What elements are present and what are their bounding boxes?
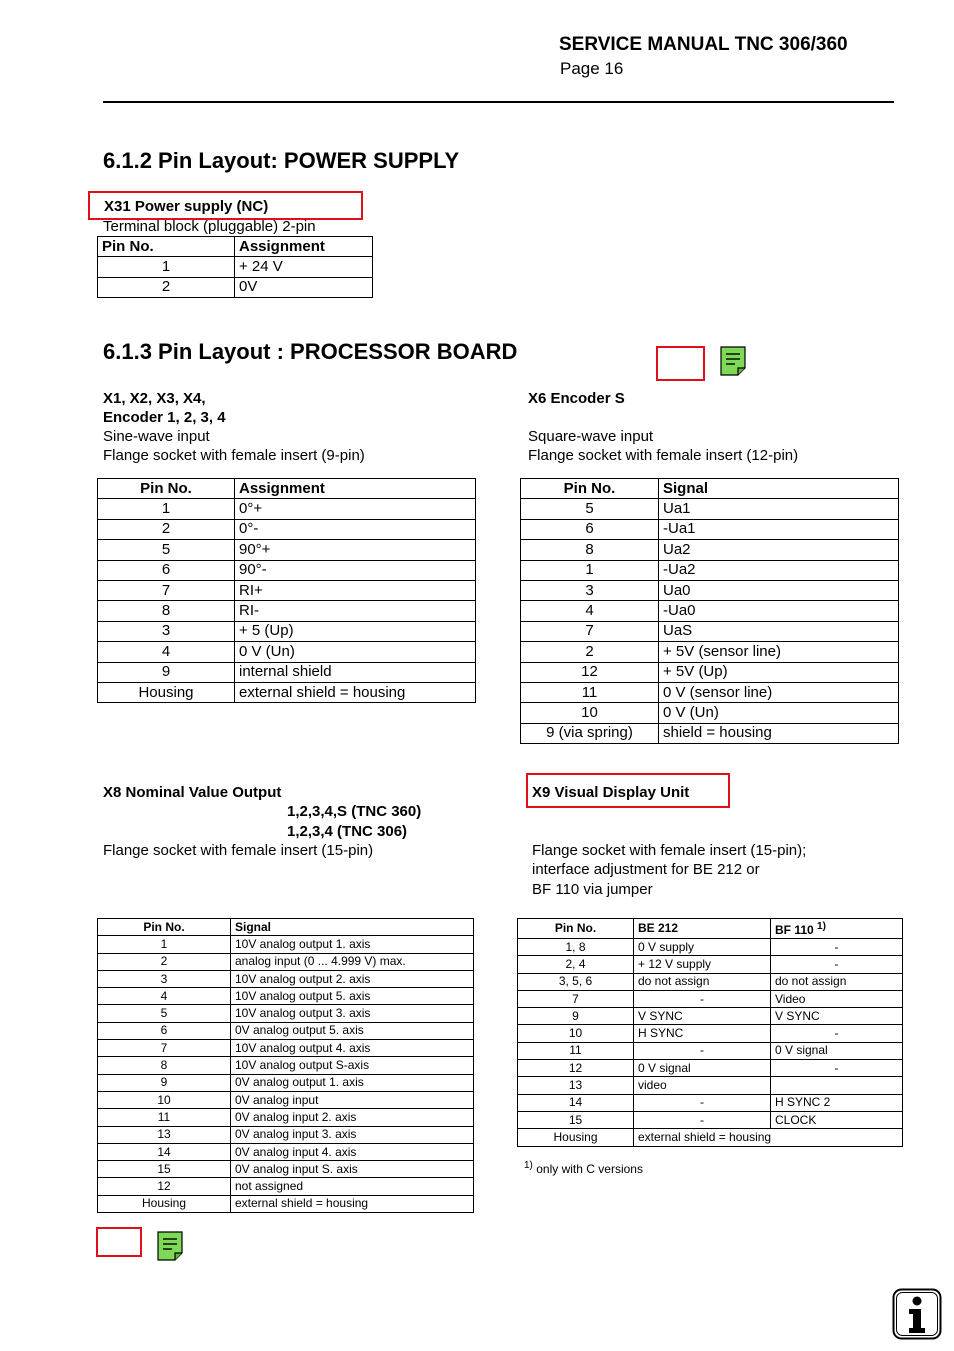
table-cell: 0 V supply [634, 939, 771, 956]
x8-label-tnc306: 1,2,3,4 (TNC 306) [287, 823, 408, 840]
table-cell: 1, 8 [518, 939, 634, 956]
note-icon[interactable] [157, 1231, 183, 1261]
manual-title: SERVICE MANUAL TNC 306/360 [559, 34, 848, 55]
table-cell: 2 [98, 953, 231, 970]
table-cell: 14 [518, 1094, 634, 1111]
note-icon[interactable] [720, 346, 746, 376]
table-row [518, 939, 903, 956]
table-cell: do not assign [634, 973, 771, 990]
table-cell: 0°- [235, 519, 476, 539]
table-row [518, 1094, 903, 1111]
table-row [98, 560, 476, 580]
table-cell: - [771, 956, 903, 973]
section-heading-power-supply: 6.1.2 Pin Layout: POWER SUPPLY [103, 148, 460, 173]
col-pin-no: Pin No. [98, 237, 235, 257]
table-cell: 12 [521, 662, 659, 682]
col-pin-no: Pin No. [98, 479, 235, 499]
x8-rows [98, 936, 474, 1213]
table-cell: 1 [98, 936, 231, 953]
table-cell: 6 [521, 519, 659, 539]
table-cell: 5 [98, 1005, 231, 1022]
table-cell: 7 [518, 990, 634, 1007]
table-row [518, 990, 903, 1007]
x6-desc-line2: Flange socket with female insert (12-pin) [528, 447, 799, 464]
table-cell: V SYNC [771, 1008, 903, 1025]
info-icon[interactable] [892, 1288, 942, 1340]
table-cell: 15 [98, 1161, 231, 1178]
table-row [98, 662, 476, 682]
col-be212: BE 212 [634, 919, 771, 939]
table-cell: - [771, 1025, 903, 1042]
x1-label-line2: Encoder 1, 2, 3, 4 [103, 409, 226, 426]
table-cell: 10 [98, 1091, 231, 1108]
table-row [521, 642, 899, 662]
x9-pin-table [517, 918, 903, 1147]
footnote-mark: 1) [524, 1160, 533, 1171]
table-row [98, 1109, 474, 1126]
table-row [98, 1091, 474, 1108]
x8-label: X8 Nominal Value Output [103, 784, 282, 801]
table-cell: Housing [98, 682, 235, 702]
table-row [98, 1022, 474, 1039]
col-assignment: Assignment [235, 479, 476, 499]
table-cell: - [771, 1060, 903, 1077]
table-cell: 0V analog input 2. axis [231, 1109, 474, 1126]
table-cell: 8 [521, 540, 659, 560]
footnote-text: only with C versions [536, 1162, 643, 1176]
table-row [521, 682, 899, 702]
table-cell: V SYNC [634, 1008, 771, 1025]
table-row [518, 1042, 903, 1059]
table-cell: 14 [98, 1143, 231, 1160]
table-cell: 8 [98, 1057, 231, 1074]
table-cell: 13 [98, 1126, 231, 1143]
x9-desc-line3: BF 110 via jumper [532, 881, 653, 898]
table-row [518, 1077, 903, 1094]
table-cell: RI- [235, 601, 476, 621]
table-cell: 0V analog input S. axis [231, 1161, 474, 1178]
table-cell: + 12 V supply [634, 956, 771, 973]
table-row [521, 499, 899, 519]
table-cell: - [634, 1094, 771, 1111]
table-cell: 7 [521, 621, 659, 641]
table-cell: 12 [518, 1060, 634, 1077]
table-cell: 0 V signal [634, 1060, 771, 1077]
table-cell: 0 V (Un) [235, 642, 476, 662]
table-cell: 1 [98, 499, 235, 519]
table-row [98, 936, 474, 953]
table-cell: video [634, 1077, 771, 1094]
table-cell [771, 1077, 903, 1094]
table-cell: 2 [521, 642, 659, 662]
table-cell: 2 [98, 277, 235, 297]
x1-desc-line2: Flange socket with female insert (9-pin) [103, 447, 365, 464]
table-row [98, 499, 476, 519]
table-row [98, 953, 474, 970]
table-cell: internal shield [235, 662, 476, 682]
table-cell: -Ua0 [659, 601, 899, 621]
table-cell: 15 [518, 1111, 634, 1128]
table-row [521, 560, 899, 580]
x1-pin-table [97, 478, 476, 703]
table-cell: 7 [98, 580, 235, 600]
table-cell: RI+ [235, 580, 476, 600]
table-cell: 10 [521, 703, 659, 723]
table-cell: 0V [235, 277, 373, 297]
table-cell: Ua1 [659, 499, 899, 519]
table-cell: 90°+ [235, 540, 476, 560]
x9-label: X9 Visual Display Unit [532, 784, 690, 801]
table-cell: 0°+ [235, 499, 476, 519]
table-row [98, 257, 373, 277]
table-cell: do not assign [771, 973, 903, 990]
table-cell: + 24 V [235, 257, 373, 277]
x1-desc-line1: Sine-wave input [103, 428, 210, 445]
table-row [98, 519, 476, 539]
x6-label: X6 Encoder S [528, 390, 625, 407]
table-cell: Ua0 [659, 580, 899, 600]
table-cell: 0V analog input 3. axis [231, 1126, 474, 1143]
table-row [521, 540, 899, 560]
x1-rows [98, 499, 476, 703]
table-cell: external shield = housing [634, 1129, 903, 1146]
x9-rows [518, 939, 903, 1147]
page-number: Page 16 [560, 59, 624, 78]
table-cell: 1 [521, 560, 659, 580]
table-cell: 4 [521, 601, 659, 621]
table-row [98, 1005, 474, 1022]
x8-pin-table [97, 918, 474, 1213]
table-row [98, 970, 474, 987]
table-cell: 5 [98, 540, 235, 560]
table-row [98, 601, 476, 621]
table-cell: -Ua1 [659, 519, 899, 539]
x6-pin-table [520, 478, 899, 744]
x9-desc-line1: Flange socket with female insert (15-pin); [532, 842, 807, 859]
x6-rows [521, 499, 899, 744]
table-cell: not assigned [231, 1178, 474, 1195]
x31-label: X31 Power supply (NC) [104, 198, 269, 215]
table-row [98, 540, 476, 560]
table-cell: 0 V (sensor line) [659, 682, 899, 702]
table-cell: 3 [98, 970, 231, 987]
table-row [521, 662, 899, 682]
table-cell: 10V analog output 2. axis [231, 970, 474, 987]
table-cell: 0V analog input 4. axis [231, 1143, 474, 1160]
table-cell: 9 [518, 1008, 634, 1025]
table-cell: 2 [98, 519, 235, 539]
table-cell: 11 [98, 1109, 231, 1126]
table-cell: 4 [98, 642, 235, 662]
table-row [518, 1111, 903, 1128]
table-cell: + 5V (Up) [659, 662, 899, 682]
col-pin-no: Pin No. [518, 919, 634, 939]
table-cell: -Ua2 [659, 560, 899, 580]
x31-description: Terminal block (pluggable) 2-pin [103, 218, 316, 235]
table-cell: 9 [98, 662, 235, 682]
header-rule [103, 101, 894, 103]
table-cell: 3, 5, 6 [518, 973, 634, 990]
x31-rows [98, 257, 373, 298]
table-cell: 90°- [235, 560, 476, 580]
col-pin-no: Pin No. [98, 919, 231, 936]
table-row [518, 1060, 903, 1077]
table-row [98, 277, 373, 297]
table-cell: 13 [518, 1077, 634, 1094]
x1-label-line1: X1, X2, X3, X4, [103, 390, 206, 407]
table-cell: CLOCK [771, 1111, 903, 1128]
table-row [521, 580, 899, 600]
table-cell: 10V analog output 1. axis [231, 936, 474, 953]
table-row [518, 1008, 903, 1025]
table-cell: H SYNC 2 [771, 1094, 903, 1111]
table-row [518, 1129, 903, 1146]
table-cell: - [634, 990, 771, 1007]
table-cell: + 5V (sensor line) [659, 642, 899, 662]
table-cell: - [771, 939, 903, 956]
table-row [518, 1025, 903, 1042]
table-cell: 9 (via spring) [521, 723, 659, 743]
table-cell: analog input (0 ... 4.999 V) max. [231, 953, 474, 970]
table-cell: 0V analog input [231, 1091, 474, 1108]
col-pin-no: Pin No. [521, 479, 659, 499]
table-row [521, 601, 899, 621]
x6-desc-line1: Square-wave input [528, 428, 654, 445]
table-cell: UaS [659, 621, 899, 641]
highlight-box-processor [656, 346, 705, 381]
table-row [521, 519, 899, 539]
table-cell: 0V analog output 1. axis [231, 1074, 474, 1091]
section-heading-processor-board: 6.1.3 Pin Layout : PROCESSOR BOARD [103, 339, 518, 364]
table-row [98, 682, 476, 702]
table-cell: 6 [98, 560, 235, 580]
table-cell: - [634, 1042, 771, 1059]
x8-label-tnc360: 1,2,3,4,S (TNC 360) [287, 803, 422, 820]
table-cell: 2, 4 [518, 956, 634, 973]
col-signal: Signal [231, 919, 474, 936]
table-cell: - [634, 1111, 771, 1128]
table-cell: 0 V signal [771, 1042, 903, 1059]
col-bf110 [771, 919, 903, 939]
table-row [98, 1161, 474, 1178]
table-cell: 0V analog output 5. axis [231, 1022, 474, 1039]
table-row [98, 1126, 474, 1143]
table-cell: 10 [518, 1025, 634, 1042]
table-cell: Housing [518, 1129, 634, 1146]
table-cell: 9 [98, 1074, 231, 1091]
table-cell: H SYNC [634, 1025, 771, 1042]
table-row [98, 1143, 474, 1160]
table-cell: 3 [98, 621, 235, 641]
table-cell: 1 [98, 257, 235, 277]
table-cell: 4 [98, 988, 231, 1005]
table-cell: 8 [98, 601, 235, 621]
col-assignment: Assignment [235, 237, 373, 257]
table-row [521, 703, 899, 723]
table-row [98, 1057, 474, 1074]
table-cell: 0 V (Un) [659, 703, 899, 723]
table-row [98, 1074, 474, 1091]
table-cell: + 5 (Up) [235, 621, 476, 641]
table-cell: shield = housing [659, 723, 899, 743]
table-cell: 10V analog output S-axis [231, 1057, 474, 1074]
table-row [98, 1195, 474, 1212]
col-bf110-footnote-mark: 1) [817, 921, 826, 932]
table-row [98, 1040, 474, 1057]
table-cell: 7 [98, 1040, 231, 1057]
table-row [521, 723, 899, 743]
table-cell: 6 [98, 1022, 231, 1039]
table-cell: 10V analog output 5. axis [231, 988, 474, 1005]
x31-pin-table [97, 236, 373, 298]
table-row [98, 621, 476, 641]
table-row [518, 956, 903, 973]
table-cell: Video [771, 990, 903, 1007]
table-cell: 11 [521, 682, 659, 702]
x9-desc-line2: interface adjustment for BE 212 or [532, 861, 760, 878]
table-cell: external shield = housing [231, 1195, 474, 1212]
col-bf110-label: BF 110 [775, 923, 814, 937]
table-cell: 10V analog output 4. axis [231, 1040, 474, 1057]
x9-footnote [524, 1160, 643, 1176]
table-cell: Ua2 [659, 540, 899, 560]
x8-description: Flange socket with female insert (15-pin) [103, 842, 374, 859]
table-row [98, 988, 474, 1005]
table-cell: external shield = housing [235, 682, 476, 702]
table-cell: 12 [98, 1178, 231, 1195]
table-row [518, 973, 903, 990]
table-cell: 3 [521, 580, 659, 600]
table-cell: Housing [98, 1195, 231, 1212]
table-row [98, 642, 476, 662]
table-row [98, 1178, 474, 1195]
table-cell: 5 [521, 499, 659, 519]
table-cell: 11 [518, 1042, 634, 1059]
table-row [98, 580, 476, 600]
highlight-box-bottom [96, 1227, 142, 1257]
table-cell: 10V analog output 3. axis [231, 1005, 474, 1022]
table-row [521, 621, 899, 641]
col-signal: Signal [659, 479, 899, 499]
